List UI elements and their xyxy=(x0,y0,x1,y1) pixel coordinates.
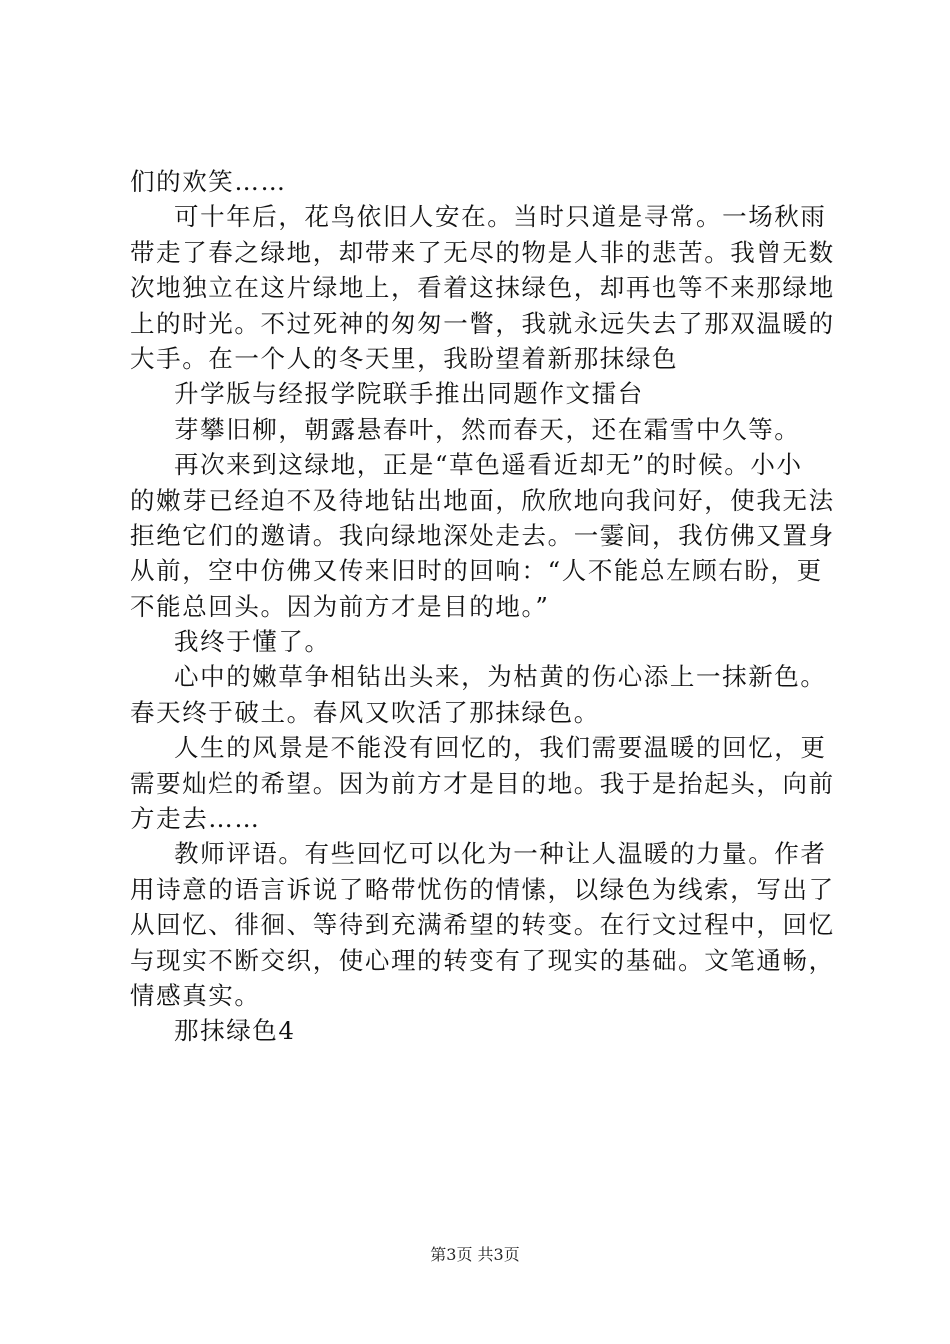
text-line: 芽攀旧柳，朝露悬春叶，然而春天，还在霜雪中久等。 xyxy=(174,414,801,444)
page-footer: 第3页 共3页 xyxy=(430,1245,520,1264)
text-line: 我终于懂了。 xyxy=(174,627,331,657)
text-line: 春天终于破土。春风又吹活了那抹绿色。 xyxy=(130,697,600,727)
text-line: 大手。在一个人的冬天里，我盼望着新那抹绿色 xyxy=(130,343,679,373)
text-line: 心中的嫩草争相钻出头来，为枯黄的伤心添上一抹新色。 xyxy=(174,662,827,692)
text-line: 上的时光。不过死神的匆匆一瞥，我就永远失去了那双温暖的 xyxy=(130,308,835,338)
text-line: 不能总回头。因为前方才是目的地。” xyxy=(130,591,550,621)
text-line: 方走去…… xyxy=(130,804,261,834)
text-line: 的嫩芽已经迫不及待地钻出地面，欣欣地向我问好，使我无法 xyxy=(130,485,835,515)
text-line: 再次来到这绿地，正是“草色遥看近却无”的时候。小小 xyxy=(174,450,803,480)
text-line: 从前，空中仿佛又传来旧时的回响：“人不能总左顾右盼，更 xyxy=(130,556,823,586)
text-line: 与现实不断交织，使心理的转变有了现实的基础。文笔通畅， xyxy=(130,945,835,975)
text-line: 教师评语。有些回忆可以化为一种让人温暖的力量。作者 xyxy=(174,839,827,869)
text-line: 可十年后，花鸟依旧人安在。当时只道是寻常。一场秋雨 xyxy=(174,202,827,232)
text-line: 拒绝它们的邀请。我向绿地深处走去。一霎间，我仿佛又置身 xyxy=(130,520,835,550)
text-line: 从回忆、徘徊、等待到充满希望的转变。在行文过程中，回忆 xyxy=(130,910,835,940)
text-line: 人生的风景是不能没有回忆的，我们需要温暖的回忆，更 xyxy=(174,733,827,763)
text-line: 那抹绿色4 xyxy=(174,1016,296,1046)
text-line: 们的欢笑…… xyxy=(130,167,287,196)
document-body xyxy=(130,164,835,1049)
text-line: 用诗意的语言诉说了略带忧伤的情愫，以绿色为线索，写出了 xyxy=(130,874,835,904)
text-line: 次地独立在这片绿地上，看着这抹绿色，却再也等不来那绿地 xyxy=(130,273,835,303)
text-line: 情感真实。 xyxy=(130,980,261,1010)
text-line: 需要灿烂的希望。因为前方才是目的地。我于是抬起头，向前 xyxy=(130,768,835,798)
text-line: 升学版与经报学院联手推出同题作文擂台 xyxy=(174,379,644,409)
text-line: 带走了春之绿地，却带来了无尽的物是人非的悲苦。我曾无数 xyxy=(130,237,835,267)
